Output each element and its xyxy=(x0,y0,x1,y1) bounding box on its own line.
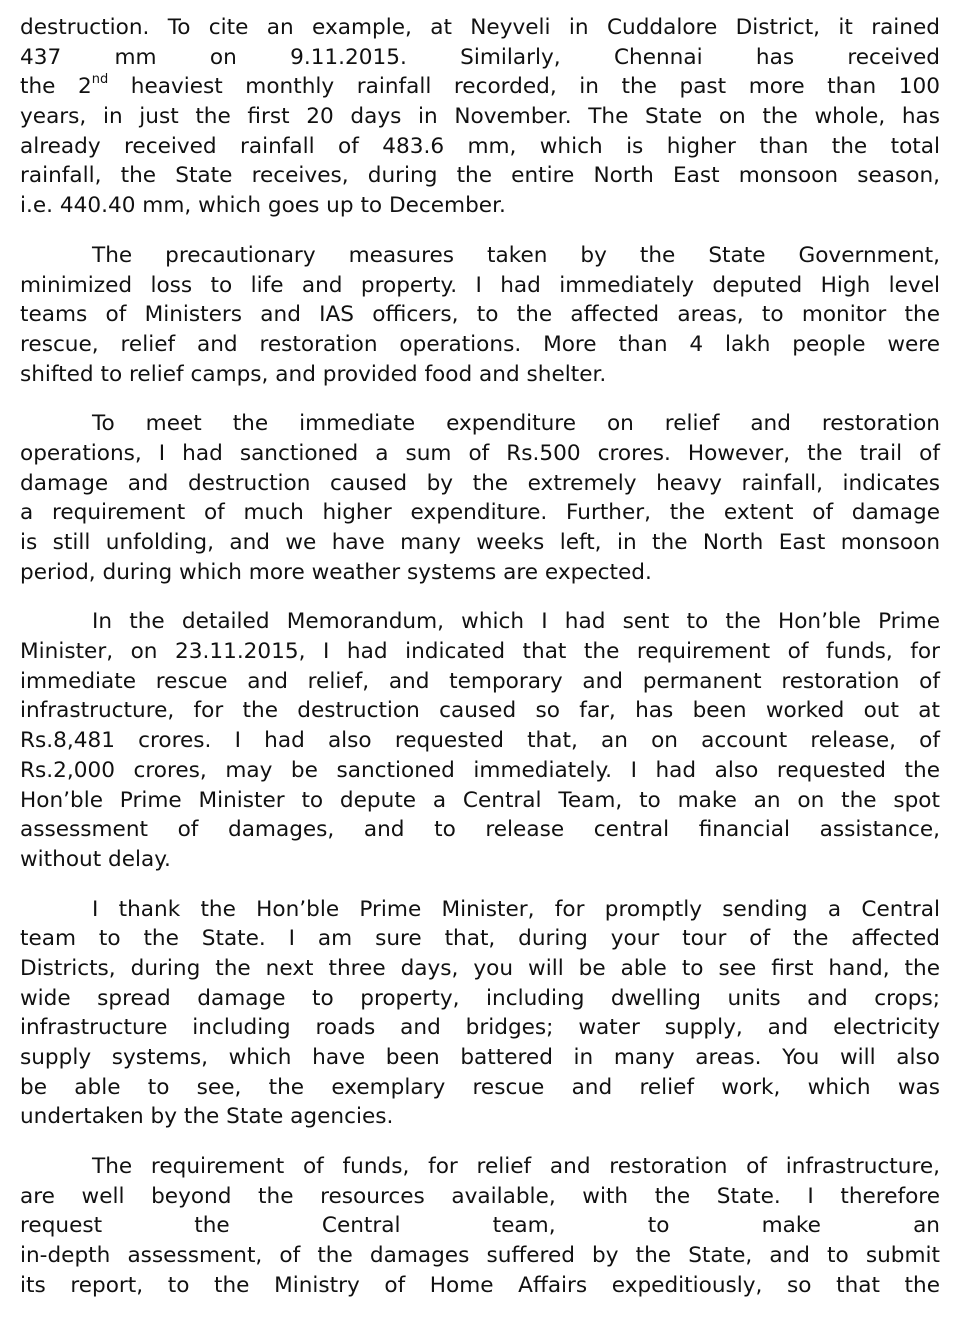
text-segment: In the detailed Memorandum, which I had sent to the Hon’ble Prime xyxy=(92,609,940,635)
text-segment: period, during which more weather systems are expected. xyxy=(20,559,652,585)
text-segment: wide spread damage to property, including dwelling units and crops; xyxy=(20,985,940,1011)
text-segment: Minister, on 23.11.2015, I had indicated that the requirement of funds, for xyxy=(20,639,940,665)
text-segment: shifted to relief camps, and provided food and shelter. xyxy=(20,361,607,387)
paragraph xyxy=(20,409,940,587)
text-line xyxy=(20,498,940,528)
text-line xyxy=(20,924,940,954)
text-line xyxy=(20,409,940,439)
text-segment: operations, I had sanctioned a sum of Rs.500 crores. However, the trail of xyxy=(20,440,940,466)
text-line xyxy=(20,895,940,925)
text-segment: infrastructure including roads and bridges; water supply, and electricity xyxy=(20,1015,940,1041)
text-line xyxy=(20,1043,940,1073)
text-segment: in-depth assessment, of the damages suffered by the State, and to submit xyxy=(20,1243,940,1269)
text-line xyxy=(20,300,940,330)
text-segment: the 2 xyxy=(20,74,92,100)
text-line xyxy=(20,1073,940,1103)
text-line xyxy=(20,161,940,191)
text-line xyxy=(20,1152,940,1182)
text-line xyxy=(20,102,940,132)
text-line xyxy=(20,43,940,73)
text-segment: without delay. xyxy=(20,846,171,872)
text-line xyxy=(20,1211,940,1241)
text-segment: undertaken by the State agencies. xyxy=(20,1104,394,1130)
text-segment: rescue, relief and restoration operations. More than 4 lakh people were xyxy=(20,331,940,357)
text-segment: destruction. To cite an example, at Neyveli in Cuddalore District, it rained xyxy=(20,15,940,40)
text-segment: To meet the immediate expenditure on relief and restoration xyxy=(92,411,940,437)
text-line xyxy=(20,72,940,102)
text-line xyxy=(20,1241,940,1271)
text-line xyxy=(20,786,940,816)
paragraph xyxy=(20,241,940,389)
text-line xyxy=(20,1182,940,1212)
text-line xyxy=(20,637,940,667)
text-line xyxy=(20,469,940,499)
text-line xyxy=(20,132,940,162)
text-line xyxy=(20,558,940,588)
paragraph xyxy=(20,607,940,874)
text-line xyxy=(20,726,940,756)
text-segment: heaviest monthly rainfall recorded, in the past more than 100 xyxy=(108,74,941,100)
text-segment: damage and destruction caused by the extremely heavy rainfall, indicates xyxy=(20,470,940,496)
text-segment: request the Central team, to make an xyxy=(20,1213,940,1239)
text-segment: infrastructure, for the destruction caused so far, has been worked out at xyxy=(20,698,940,724)
text-segment: its report, to the Ministry of Home Affairs expeditiously, so that the xyxy=(20,1272,940,1298)
text-line xyxy=(20,13,940,43)
text-line xyxy=(20,439,940,469)
text-segment: already received rainfall of 483.6 mm, which is higher than the total xyxy=(20,133,940,159)
text-segment: assessment of damages, and to release central financial assistance, xyxy=(20,817,940,843)
text-segment: a requirement of much higher expenditure. Further, the extent of damage xyxy=(20,500,940,526)
text-segment: teams of Ministers and IAS officers, to the affected areas, to monitor the xyxy=(20,302,940,328)
text-segment: Rs.2,000 crores, may be sanctioned immediately. I had also requested the xyxy=(20,757,940,783)
text-line xyxy=(20,360,940,390)
text-line xyxy=(20,984,940,1014)
document-page xyxy=(20,13,940,1321)
text-line xyxy=(20,1271,940,1301)
superscript: nd xyxy=(91,72,109,88)
text-segment: i.e. 440.40 mm, which goes up to December. xyxy=(20,193,506,219)
paragraph xyxy=(20,1152,940,1300)
text-line xyxy=(20,1013,940,1043)
text-segment: I thank the Hon’ble Prime Minister, for promptly sending a Central xyxy=(92,896,940,922)
text-segment: team to the State. I am sure that, during your tour of the affected xyxy=(20,926,940,952)
text-segment: Districts, during the next three days, you will be able to see first hand, the xyxy=(20,955,940,981)
text-segment: is still unfolding, and we have many weeks left, in the North East monsoon xyxy=(20,530,940,555)
text-line xyxy=(20,845,940,875)
text-segment: are well beyond the resources available, with the State. I therefore xyxy=(20,1183,940,1209)
text-line xyxy=(20,696,940,726)
text-line xyxy=(20,191,940,221)
text-segment: years, in just the first 20 days in November. The State on the whole, has xyxy=(20,104,940,130)
text-segment: immediate rescue and relief, and temporary and permanent restoration of xyxy=(20,668,940,694)
text-segment: 437 mm on 9.11.2015. Similarly, Chennai has received xyxy=(20,44,940,70)
text-segment: Rs.8,481 crores. I had also requested that, an on account release, of xyxy=(20,728,940,754)
text-line xyxy=(20,815,940,845)
text-line xyxy=(20,271,940,301)
text-line xyxy=(20,241,940,271)
text-segment: The requirement of funds, for relief and restoration of infrastructure, xyxy=(92,1154,940,1180)
text-line xyxy=(20,954,940,984)
paragraph xyxy=(20,895,940,1133)
text-line xyxy=(20,528,940,558)
text-segment: minimized loss to life and property. I had immediately deputed High level xyxy=(20,272,940,298)
text-segment: supply systems, which have been battered in many areas. You will also xyxy=(20,1045,940,1070)
text-segment: rainfall, the State receives, during the entire North East monsoon season, xyxy=(20,163,940,189)
text-line xyxy=(20,667,940,697)
text-line xyxy=(20,330,940,360)
text-segment: The precautionary measures taken by the State Government, xyxy=(92,242,940,268)
text-segment: Hon’ble Prime Minister to depute a Central Team, to make an on the spot xyxy=(20,787,940,813)
text-line xyxy=(20,607,940,637)
text-line xyxy=(20,1102,940,1132)
text-line xyxy=(20,756,940,786)
paragraph xyxy=(20,13,940,221)
text-segment: be able to see, the exemplary rescue and relief work, which was xyxy=(20,1074,940,1100)
